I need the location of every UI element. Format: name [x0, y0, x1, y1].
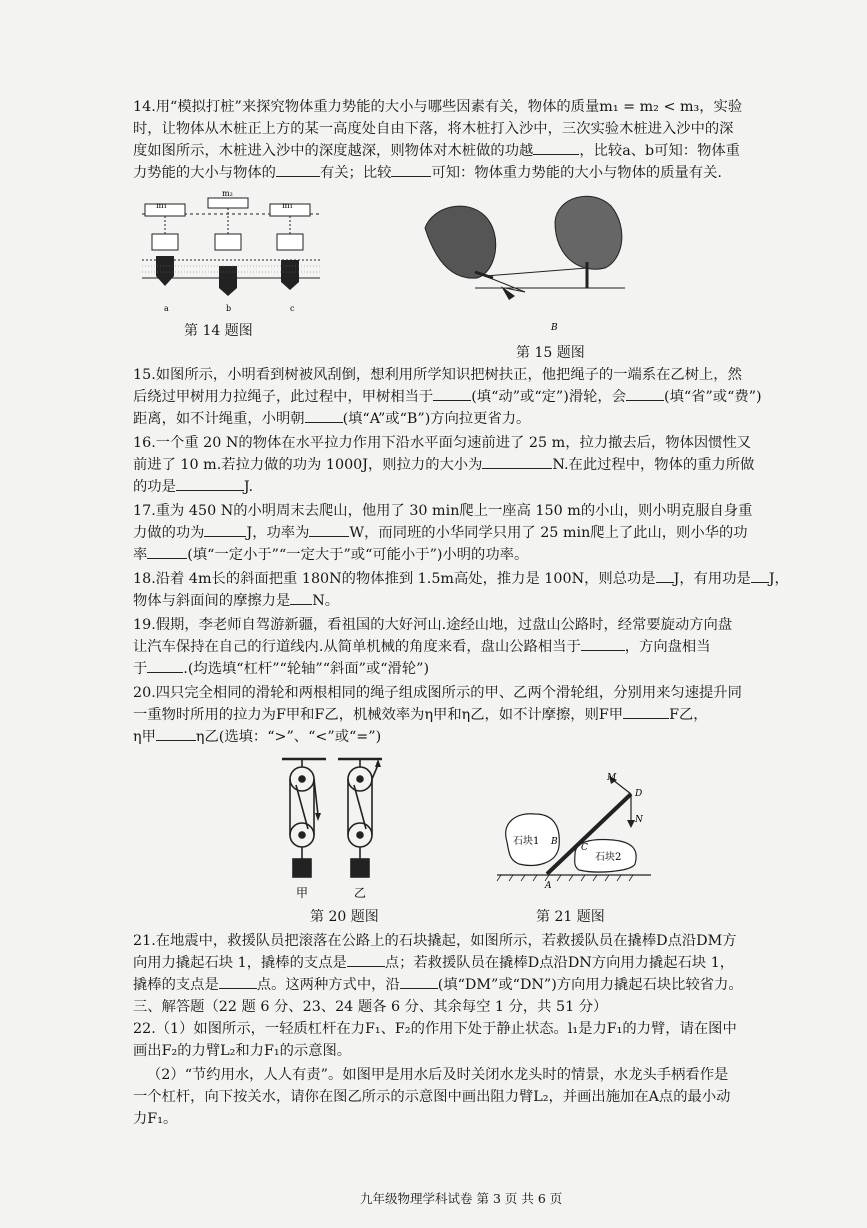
figure-21-caption: 第 21 题图 [536, 909, 605, 925]
figure-21-crowbar [495, 772, 655, 890]
q19-text-3a: 于 [133, 661, 148, 677]
q20-text-2b: F乙， [669, 707, 708, 723]
figure-14-pile-driving [140, 186, 340, 316]
label-m: M [607, 773, 617, 783]
answer-blank [533, 140, 579, 155]
q20-line-3 [133, 726, 823, 749]
q14-text-3a: 度如图所示，木桩进入沙中的深度越深，则物体对木桩做的功越 [133, 143, 534, 159]
q14-line-1: 14.用“模拟打桩”来探究物体重力势能的大小与哪些因素有关，物体的质量m₁ = m₂ < m₃，实验 [133, 99, 743, 115]
q15-text-3a: 距离，如不计绳重，小明朝 [133, 411, 305, 427]
q16-text-3b: J. [243, 479, 254, 495]
q21-line-3 [133, 974, 823, 997]
answer-blank [147, 544, 187, 559]
label-b: b [226, 304, 232, 313]
answer-blank [276, 162, 320, 177]
q19-line-1: 19.假期，李老师自驾游新疆，看祖国的大好河山.途经山地，过盘山公路时，经常要旋动方向盘 [133, 617, 733, 633]
q20-text-3b: η乙(选填：“>”、“<”或“=”) [195, 729, 382, 745]
q14-text-4a: 力势能的大小与物体的 [133, 165, 276, 181]
label-rock-2: 石块2 [595, 852, 622, 863]
q21-text-3b: 点。这两种方式中，沿 [256, 977, 400, 993]
direction-label-b: B [551, 323, 558, 333]
q20-text-2a: 一重物时所用的拉力为F甲和F乙，机械效率为η甲和η乙，如不计摩擦，则F甲 [133, 707, 624, 723]
q16-text-2b: N.在此过程中，物体的重力所做 [552, 457, 755, 473]
q19-line-3 [133, 658, 823, 681]
answer-blank [219, 974, 257, 989]
answer-blank [290, 590, 312, 605]
label-n: N [635, 815, 643, 825]
answer-blank [626, 386, 664, 401]
answer-blank [347, 952, 385, 967]
answer-blank [623, 704, 669, 719]
q21-text-2a: 向用力撬起石块 1，撬棒的支点是 [133, 955, 347, 971]
q19-text-2b: ，方向盘相当 [624, 639, 711, 655]
q15-line-3 [133, 408, 823, 431]
page-footer: 九年级物理学科试卷 第 3 页 共 6 页 [360, 1191, 563, 1206]
q18-text-1b: J，有用功是 [673, 571, 751, 587]
q21-line-2 [133, 952, 823, 975]
answer-blank [482, 454, 552, 469]
answer-blank [204, 522, 246, 537]
q20-line-1: 20.四只完全相同的滑轮和两根相同的绳子组成图所示的甲、乙两个滑轮组，分别用来匀速提升同 [133, 685, 742, 701]
q18-text-1a: 18.沿着 4m长的斜面把重 180N的物体推到 1.5m高处，推力是 100N，则总功是 [133, 571, 656, 587]
q15-text-2c: (填“省”或“费”) [664, 389, 762, 405]
q21-text-3c: (填“DM”或“DN”)方向用力撬起石块比较省力。 [437, 977, 743, 993]
q17-text-3b: (填“一定小于”“一定大于”或“可能小于”)小明的功率。 [187, 547, 529, 563]
q22-line-5: 力F₁。 [133, 1111, 178, 1127]
q19-line-2 [133, 636, 823, 659]
q17-line-3 [133, 544, 823, 567]
mass-label-m2: m₂ [222, 189, 233, 198]
figure-20-pulley-systems [278, 755, 388, 905]
q14-line-3 [133, 140, 823, 163]
q18-line-1 [133, 568, 823, 591]
label-c: c [290, 304, 295, 313]
q16-line-3 [133, 476, 823, 499]
q17-text-3a: 率 [133, 547, 148, 563]
q17-text-2c: W，而同班的小华同学只用了 25 min爬上了此山，则小华的功 [349, 525, 748, 541]
q22-line-2: 画出F₂的力臂L₂和力F₁的示意图。 [133, 1043, 352, 1059]
q19-text-3b: .(均选填“杠杆”“轮轴”“斜面”或“滑轮”) [183, 661, 430, 677]
q21-line-1: 21.在地震中，救援队员把滚落在公路上的石块撬起，如图所示，若救援队员在撬棒D点沿DM方 [133, 933, 737, 949]
figure-15-trees [415, 188, 630, 336]
q18-text-2b: N。 [312, 593, 340, 609]
mass-label-m1: m₁ [156, 201, 167, 210]
figure-14-caption: 第 14 题图 [184, 323, 253, 339]
q19-text-2a: 让汽车保持在自己的行道线内.从简单机械的角度来看，盘山公路相当于 [133, 639, 581, 655]
q14-text-4b: 有关；比较 [319, 165, 392, 181]
q14-line-2: 时，让物体从木桩正上方的某一高度处自由下落，将木桩打入沙中，三次实验木桩进入沙中的深 [133, 121, 734, 137]
q22-line-4: 一个杠杆，向下按关水，请你在图乙所示的示意图中画出阻力臂L₂，并画出施加在A点的最小动 [133, 1089, 731, 1105]
q14-line-4 [133, 162, 823, 185]
answer-blank [147, 658, 183, 673]
q18-text-1c: J， [768, 571, 789, 587]
q16-text-3a: 的功是 [133, 479, 176, 495]
q15-text-2a: 后绕过甲树用力拉绳子，此过程中，甲树相当于 [133, 389, 434, 405]
q17-text-2a: 力做的功为 [133, 525, 205, 541]
q22-line-1: 22.（1）如图所示，一轻质杠杆在力F₁、F₂的作用下处于静止状态。l₁是力F₁的力臂，请在图中 [133, 1021, 737, 1037]
label-b: B [551, 837, 558, 847]
q15-line-1: 15.如图所示，小明看到树被风刮倒，想利用所学知识把树扶正，他把绳子的一端系在乙树上，然 [133, 367, 742, 383]
label-rock-1: 石块1 [513, 836, 540, 847]
answer-blank [751, 568, 769, 583]
q16-line-1: 16.一个重 20 N的物体在水平拉力作用下沿水平面匀速前进了 25 m，拉力撤去后，物体因惯性又 [133, 435, 752, 451]
q21-text-2b: 点；若救援队员在撬棒D点沿DN方向用力撬起石块 1， [384, 955, 735, 971]
label-a: a [164, 304, 169, 313]
label-jia: 甲 [296, 886, 309, 900]
q20-line-2 [133, 704, 823, 727]
answer-blank [176, 476, 244, 491]
q18-text-2a: 物体与斜面间的摩擦力是 [133, 593, 291, 609]
answer-blank [581, 636, 625, 651]
q16-text-2a: 前进了 10 m.若拉力做的功为 1000J，则拉力的大小为 [133, 457, 483, 473]
answer-blank [309, 522, 349, 537]
q17-line-2 [133, 522, 823, 545]
q21-text-3a: 撬棒的支点是 [133, 977, 219, 993]
q15-line-2 [133, 386, 823, 409]
figure-20-caption: 第 20 题图 [310, 909, 379, 925]
mass-label-m1: m₁ [282, 201, 293, 210]
q22-line-3: （2）“节约用水，人人有责”。如图甲是用水后及时关闭水龙头时的情景，水龙头手柄看作是 [147, 1067, 729, 1083]
q20-text-3a: η甲 [133, 729, 156, 745]
q17-line-1: 17.重为 450 N的小明周末去爬山，他用了 30 min爬上一座高 150 m的小山，则小明克服自身重 [133, 503, 753, 519]
label-d: D [635, 789, 643, 799]
figure-15-caption: 第 15 题图 [516, 345, 585, 361]
label-a: A [545, 881, 552, 891]
answer-blank [391, 162, 431, 177]
q15-text-3b: (填“A”或“B”)方向拉更省力。 [342, 411, 531, 427]
q14-text-4c: 可知：物体重力势能的大小与物体的质量有关. [431, 165, 722, 181]
answer-blank [656, 568, 674, 583]
q14-text-3b: ，比较a、b可知：物体重 [579, 143, 740, 159]
answer-blank [305, 408, 343, 423]
q16-line-2 [133, 454, 823, 477]
label-c: C [581, 843, 588, 853]
answer-blank [433, 386, 471, 401]
q17-text-2b: J，功率为 [246, 525, 310, 541]
label-yi: 乙 [354, 886, 367, 900]
q15-text-2b: (填“动”或“定”)滑轮，会 [471, 389, 627, 405]
answer-blank [400, 974, 438, 989]
q18-line-2 [133, 590, 823, 613]
answer-blank [156, 726, 196, 741]
section-3-heading: 三、解答题（22 题 6 分、23、24 题各 6 分、其余每空 1 分，共 51 分） [133, 999, 608, 1015]
